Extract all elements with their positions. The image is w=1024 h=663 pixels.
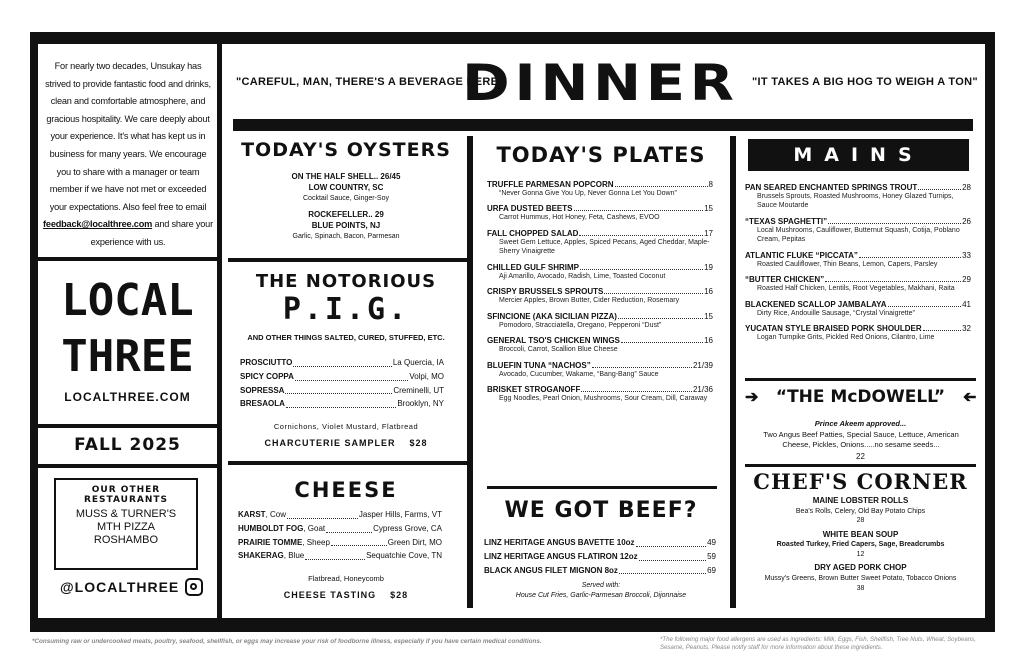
mcdowell-price: 22 [856,452,865,461]
list-item: SHAKERAG, Blue Sequatchie Cove, TN [238,551,442,561]
logo-local: LOCAL [61,275,194,326]
oyster-origin: LOW COUNTRY, SC [308,182,384,192]
arrow-right-icon: ➔ [745,389,759,406]
pig-title-1: THE NOTORIOUS [255,271,437,292]
pig-title-2: P.I.G. [282,292,410,327]
charcuterie-accompaniments: Cornichons, Violet Mustard, Flatbread [273,422,419,431]
col-divider [730,136,736,608]
mains-title: MAINS [793,144,924,166]
oysters-title: TODAY'S OYSTERS [241,139,451,161]
cheese-tasting: CHEESE TASTING $28 [283,590,409,600]
arrow-left-icon: ➔ [962,389,976,406]
intro-text [42,58,214,252]
charcuterie-sampler: CHARCUTERIE SAMPLER $28 [264,438,428,448]
social-handle[interactable] [60,578,210,596]
logo-three: THREE [61,331,194,382]
season-label: FALL 2025 [74,435,181,455]
list-item: “BUTTER CHICKEN” 29 Roasted Half Chicken, Lentils, Root Vegetables, Makhani, Raita [745,275,971,293]
list-item: SFINCIONE (AKA SICILIAN PIZZA) 15 Pomodoro, Stracciatella, Oregano, Pepperoni “Dust” [487,311,713,329]
header-rule [233,119,973,131]
list-item: SOPRESSA Creminelli, UT [240,385,444,395]
page-title: DINNER [462,54,739,112]
rule [745,378,976,381]
social-handle-text: @LOCALTHREE [60,579,180,595]
intro-body: For nearly two decades, Unsukay has strived to provide fantastic food and drinks, clean and comfortable atmosphere, and gracious hospitality. We care deeply about your experience. It's what has kept us in business for many years. We encourage you to share with a manager or team member if we have not met or exceeded your expectations. Also feel free to email [45,61,211,212]
oyster-garnish: Garlic, Spinach, Bacon, Parmesan [292,232,400,240]
cheese-list [238,510,442,562]
pig-subtitle: AND OTHER THINGS SALTED, CURED, STUFFED, ETC. [247,333,445,342]
rule [38,464,217,468]
footer-allergens: *The following major food allergens are used as ingredients: Milk, Eggs, Fish, Shellfish, Tree Nuts, Wheat, Soybeans, Sesame, Peanuts. Please notify staff for more information about these ingredients. [660,636,976,651]
plates-list [487,180,713,403]
feedback-email-link[interactable]: feedback@localthree.com [43,219,153,230]
list-item: BLUEFIN TUNA “NACHOS” 21/39 Avocado, Cucumber, Wakame, “Bang-Bang” Sauce [487,360,713,378]
other-restaurants-title: OUR OTHER RESTAURANTS [83,485,169,505]
website-link[interactable]: LOCALTHREE.COM [64,390,191,404]
list-item: WHITE BEAN SOUP Roasted Turkey, Fried Capers, Sage, Breadcrumbs 12 [776,529,945,558]
beef-list [484,538,716,576]
left-border [30,44,38,618]
oyster-rockefeller: ROCKEFELLER.. 29 [308,210,384,220]
list-item: GENERAL TSO'S CHICKEN WINGS 16 Broccoli, Carrot, Scallion Blue Cheese [487,336,713,354]
list-item: MAINE LOBSTER ROLLS Bea's Rolls, Celery, Old Bay Potato Chips 28 [795,496,926,525]
top-border [30,32,995,44]
list-item: LINZ HERITAGE ANGUS BAVETTE 10oz 49 [484,538,716,547]
plates-title: TODAY'S PLATES [496,143,706,167]
instagram-icon[interactable] [185,578,203,596]
restaurant-muss-turners[interactable]: MUSS & TURNER'S [75,508,177,520]
rule [745,464,976,467]
beef-title: WE GOT BEEF? [504,498,698,523]
quote-left: "CAREFUL, MAN, THERE'S A BEVERAGE HERE" [236,76,504,88]
rule [487,486,717,489]
cheese-title: CHEESE [294,478,398,502]
list-item: BLACK ANGUS FILET MIGNON 8oz 69 [484,565,716,575]
list-item: PRAIRIE TOMME, Sheep Green Dirt, MO [238,537,442,547]
list-item: BRESAOLA Brooklyn, NY [240,399,444,409]
list-item: FALL CHOPPED SALAD 17 Sweet Gem Lettuce, Apples, Spiced Pecans, Aged Cheddar, Maple-Sherry Vinaigrette [487,228,713,256]
quote-right: "IT TAKES A BIG HOG TO WEIGH A TON" [752,76,978,88]
chef-list [745,496,976,593]
list-item: BRISKET STROGANOFF 21/36 Egg Noodles, Pearl Onion, Mushrooms, Sour Cream, Dill, Caraway [487,384,713,402]
list-item: LINZ HERITAGE ANGUS FLATIRON 12oz 59 [484,551,716,561]
mcdowell-byline: Prince Akeem approved... [814,419,907,428]
mcdowell-title: “THE McDOWELL” [775,387,946,407]
list-item: PROSCIUTTO La Quercia, IA [240,358,444,367]
list-item: PAN SEARED ENCHANTED SPRINGS TROUT 28 Brussels Sprouts, Roasted Mushrooms, Honey Glazed Turnips, Sauce Moutarde [745,183,971,210]
mains-list [745,183,971,343]
beef-served-label: Served with: [581,582,621,589]
list-item: KARST, Cow Jasper Hills, Farms, VT [238,510,442,519]
list-item: BLACKENED SCALLOP JAMBALAYA 41 Dirty Rice, Andouille Sausage, “Crystal Vinaigrette” [745,299,971,317]
list-item: “TEXAS SPAGHETTI” 26 Local Mushrooms, Cauliflower, Butternut Squash, Cotija, Poblano Cream, Pepitas [745,216,971,244]
list-item: HUMBOLDT FOG, Goat Cypress Grove, CA [238,523,442,533]
intro-end: and share your experience with us. [90,219,213,247]
oysters-section [230,172,462,241]
left-col-divider [217,44,222,618]
right-border [985,44,995,618]
rule [38,257,217,261]
mcdowell-desc: Two Angus Beef Patties, Special Sauce, Lettuce, American Cheese, Pickles, Onions.....no sesame seeds... [763,430,959,450]
other-restaurants-box [54,478,198,570]
footer-raw-warning: *Consuming raw or undercooked meats, poultry, seafood, shellfish, or eggs may increase your risk of foodborne illness, especially if you have certain medical conditions. [32,638,542,645]
restaurant-roshambo[interactable]: ROSHAMBO [93,534,159,546]
list-item: TRUFFLE PARMESAN POPCORN 8 “Never Gonna Give You Up, Never Gonna Let You Down” [487,180,713,197]
cheese-accompaniments: Flatbread, Honeycomb [308,574,384,583]
list-item: SPICY COPPA Volpi, MO [240,371,444,381]
mcdowell-header [745,387,976,407]
restaurant-mth-pizza[interactable]: MTH PIZZA [96,521,156,533]
list-item: CHILLED GULF SHRIMP 19 Aji Amarillo, Avocado, Radish, Lime, Toasted Coconut [487,262,713,280]
rule [38,424,217,428]
beef-sides: House Cut Fries, Garlic-Parmesan Broccoli, Dijonnaise [515,592,687,599]
list-item: CRISPY BRUSSELS SPROUTS 16 Mercier Apples, Brown Butter, Cider Reduction, Rosemary [487,287,713,305]
list-item: ATLANTIC FLUKE “PICCATA” 33 Roasted Cauliflower, Thin Beans, Lemon, Capers, Parsley [745,250,971,268]
chefs-corner-title: CHEF'S CORNER [753,469,968,494]
rule [228,461,467,465]
oyster-origin-2: BLUE POINTS, NJ [311,220,381,230]
oyster-half-shell: ON THE HALF SHELL.. 26/45 [291,172,401,181]
bottom-border [30,618,995,632]
col-divider [467,136,473,608]
rule [228,258,467,262]
oyster-sauce: Cocktail Sauce, Ginger-Soy [303,194,389,202]
list-item: DRY AGED PORK CHOP Mussy's Greens, Brown Butter Sweet Potato, Tobacco Onions 38 [764,563,957,592]
charcuterie-list [240,358,444,410]
list-item: YUCATAN STYLE BRAISED PORK SHOULDER 32 Logan Turnpike Grits, Pickled Red Onions, Cilantro, Lime [745,324,971,342]
list-item: URFA DUSTED BEETS 15 Carrot Hummus, Hot Honey, Feta, Cashews, EVOO [487,204,713,222]
